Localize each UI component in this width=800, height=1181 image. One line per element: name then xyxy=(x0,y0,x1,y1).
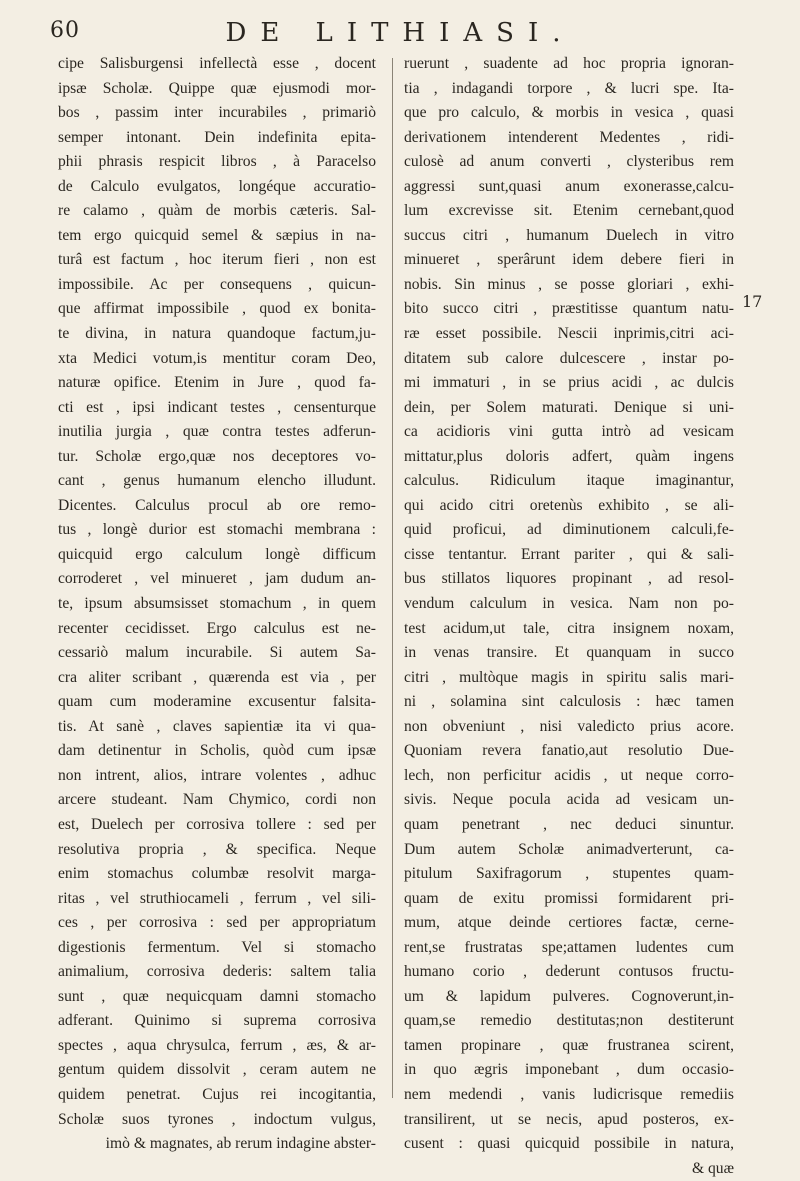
text-line: quam,se remedio destitutas;non destiterunt xyxy=(404,1012,734,1030)
text-line: naturæ opifice. Etenim in Jure , quod fa- xyxy=(58,374,376,392)
left-column xyxy=(58,52,376,1157)
text-line: nobis. Sin minus , se posse gloriari , exhi- xyxy=(404,275,734,293)
text-line: sivis. Neque pocula acida ad vesicam un- xyxy=(404,791,734,809)
text-line: ca acidioris vini gutta intrò ad vesicam xyxy=(404,423,734,441)
text-line: sunt , quæ nequicquam damni stomacho xyxy=(58,987,376,1005)
text-line: lech, non perficitur acidis , ut neque corro- xyxy=(404,766,734,784)
text-line: te, ipsum absumsisset stomachum , in quem xyxy=(58,595,376,613)
text-line: resolutiva propria , & specifica. Neque xyxy=(58,840,376,858)
text-line: cra aliter scribant , quærenda est via , per xyxy=(58,668,376,686)
text-line: cipe Salisburgensi infellectà esse , docent xyxy=(58,55,376,72)
text-line: transilirent, ut se necis, apud posteros, ex- xyxy=(404,1110,734,1128)
text-line: pitulum Saxifragorum , stupentes quam- xyxy=(404,865,734,883)
text-line: semper intonant. Dein indefinita epita- xyxy=(58,128,376,146)
text-line: que affirmat impossibile , quod ex bonita- xyxy=(58,300,376,318)
text-line: ritas , vel struthiocameli , ferrum , vel sili- xyxy=(58,889,376,907)
text-line: est, Duelech per corrosiva tollere : sed per xyxy=(58,815,376,833)
text-line: qui acido citri oretenùs exhibito , se ali- xyxy=(404,496,734,514)
text-line: test acidum,ut tale, citra insignem noxam, xyxy=(404,619,734,637)
text-line: adferant. Quinimo si suprema corrosiva xyxy=(58,1012,376,1030)
text-line: um & lapidum pulveres. Cognoverunt,in- xyxy=(404,987,734,1005)
text-line: in venas transire. Et quanquam in succo xyxy=(404,644,734,662)
text-line: Dicentes. Calculus procul ab ore remo- xyxy=(58,496,376,514)
text-line: de Calculo evulgatos, longéque accuratio- xyxy=(58,177,376,195)
text-line: tur. Scholæ ergo,quæ nos deceptores vo- xyxy=(58,447,376,465)
text-line: bos , passim inter incurabiles , primariò xyxy=(58,104,376,122)
text-line: re calamo , quàm de morbis cæteris. Sal- xyxy=(58,202,376,220)
text-line: tem ergo quicquid semel & sæpius in na- xyxy=(58,226,376,244)
text-line: dam detinentur in Scholis, quòd cum ipsæ xyxy=(58,742,376,760)
text-line: phii phrasis respicit libros , à Paracelso xyxy=(58,153,376,171)
text-line: arcere studeant. Nam Chymico, cordi non xyxy=(58,791,376,809)
text-line: non obveniunt , nisi valedicto prius acore. xyxy=(404,717,734,735)
text-line: te divina, in natura quandoque factum,ju- xyxy=(58,325,376,343)
text-line: aggressi sunt,quasi anum exonerasse,calcu- xyxy=(404,177,734,195)
text-line: calculus. Ridiculum itaque imaginantur, xyxy=(404,472,734,490)
text-line: dein, per Solem maturati. Denique si uni- xyxy=(404,398,734,416)
text-line: citri , multòque magis in spiritu salis mari- xyxy=(404,668,734,686)
text-line: quid proficui, ad diminutionem calculi,fe- xyxy=(404,521,734,539)
text-line: cti est , ipsi indicant testes , censenturque xyxy=(58,398,376,416)
text-line: Quoniam revera fanatio,aut resolutio Due- xyxy=(404,742,734,760)
text-line: inutilia jurgia , quæ contra testes adferun- xyxy=(58,423,376,441)
text-line: Scholæ suos tyrones , indoctum vulgus, xyxy=(58,1110,376,1128)
text-line: minueret , sperârunt idem debere fieri in xyxy=(404,251,734,269)
page-number: 60 xyxy=(50,18,80,43)
text-line: tia , indagandi torpore , & lucri spe. Ita- xyxy=(404,79,734,97)
text-line: recenter cecidisset. Ergo calculus est ne- xyxy=(58,619,376,637)
text-line: corroderet , vel minueret , jam dudum an- xyxy=(58,570,376,588)
text-line: cant , genus humanum elencho illudunt. xyxy=(58,472,376,490)
text-line: non intrent, alios, intrare volentes , adhuc xyxy=(58,766,376,784)
text-line: mum, atque deinde certiores factæ, cerne- xyxy=(404,914,734,932)
text-line: vendum calculum in vesica. Nam non po- xyxy=(404,595,734,613)
text-line: nem medendi , vanis ludicrisque remediis xyxy=(404,1085,734,1103)
text-line: succus citri , humanum Duelech in vitro xyxy=(404,226,734,244)
text-line: enim stomachus columbæ resolvit marga- xyxy=(58,865,376,883)
right-column xyxy=(404,52,734,1181)
text-line: tamen propinare , quæ frustranea scirent, xyxy=(404,1036,734,1054)
text-line: spectes , aqua chrysulca, ferrum , æs, & ar- xyxy=(58,1036,376,1054)
text-line: & quæ xyxy=(691,1159,734,1177)
text-line: turâ est factum , hoc iterum fieri , non est xyxy=(58,251,376,269)
text-line: tis. At sanè , claves sapientiæ ita vi qua- xyxy=(58,717,376,735)
text-line: rent,se frustratas spe;attamen ludentes cum xyxy=(404,938,734,956)
text-line: ipsæ Scholæ. Quippe quæ ejusmodi mor- xyxy=(58,79,376,97)
text-line: ditatem sub calore dulcescere , instar po- xyxy=(404,349,734,367)
text-line: que pro calculo, & morbis in vesica , quasi xyxy=(404,104,734,122)
text-line: culosè ad anum converti , clysteribus rem xyxy=(404,153,734,171)
text-line: bus stillatos liquores propinant , ad resol- xyxy=(404,570,734,588)
text-line: ræ esset possibile. Nescii inprimis,citri aci- xyxy=(404,325,734,343)
margin-note: 17 xyxy=(742,292,763,311)
text-line: quam de exitu promissi formidarent pri- xyxy=(404,889,734,907)
text-line: impossibile. Ac per consequens , quicun- xyxy=(58,275,376,293)
text-line: quam penetrant , nec deduci sinuntur. xyxy=(404,815,734,833)
text-line: humano corio , dederunt contusos fructu- xyxy=(404,963,734,981)
running-head: DE LITHIASI. xyxy=(225,18,575,48)
text-line: Dum autem Scholæ animadverterunt, ca- xyxy=(404,840,734,858)
text-line: quicquid ergo calculum longè difficum xyxy=(58,545,376,563)
text-line: mittatur,plus doloris adfert, quàm ingens xyxy=(404,447,734,465)
text-line: cisse tentantur. Errant pariter , qui & sali- xyxy=(404,545,734,563)
text-line: ces , per corrosiva : sed per appropriatum xyxy=(58,914,376,932)
text-line: quam cum moderamine excusentur falsita- xyxy=(58,693,376,711)
text-line: xta Medici votum,is mentitur coram Deo, xyxy=(58,349,376,367)
text-line: derivationem intenderent Medentes , ridi- xyxy=(404,128,734,146)
text-line: ni , solamina sint calculosis : hæc tamen xyxy=(404,693,734,711)
text-line: animalium, corrosiva dederis: saltem talia xyxy=(58,963,376,981)
text-line: lum excrevisse sit. Etenim cernebant,quod xyxy=(404,202,734,220)
text-line: mi immaturi , in se prius acidi , ac dulcis xyxy=(404,374,734,392)
text-line: imò & magnates, ab rerum indagine abster- xyxy=(105,1135,376,1153)
text-line: tus , longè durior est stomachi membrana : xyxy=(58,521,376,539)
text-line: ruerunt , suadente ad hoc propria ignoran- xyxy=(404,55,734,72)
column-divider xyxy=(392,58,393,1098)
text-line: quidem penetrat. Cujus rei incogitantia, xyxy=(58,1085,376,1103)
text-line: cessariò malum incurabile. Si autem Sa- xyxy=(58,644,376,662)
text-line: bito succo citri , præstitisse quantum natu- xyxy=(404,300,734,318)
text-line: in quo ægris imponebant , dum occasio- xyxy=(404,1061,734,1079)
text-line: cusent : quasi quicquid possibile in natura, xyxy=(404,1135,734,1153)
text-line: digestionis fermentum. Vel si stomacho xyxy=(58,938,376,956)
text-line: gentum quidem dissolvit , ceram autem ne xyxy=(58,1061,376,1079)
